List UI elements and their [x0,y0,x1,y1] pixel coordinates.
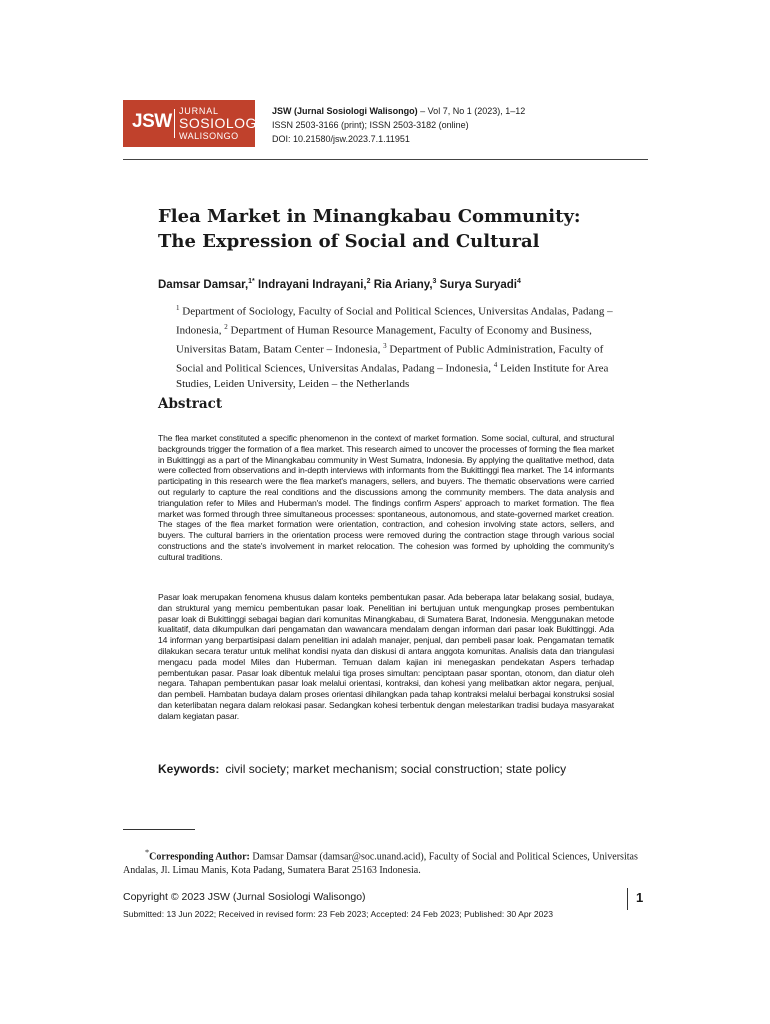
footnote-rule [123,829,195,830]
affil-text: Department of Public Administration, Faculty of Social and Political Sciences, Universitas Andalas, Padang – Indonesia, [176,343,604,375]
affil-mark: 2 [224,322,228,331]
page-number-divider [627,888,628,910]
affil-mark: 4 [493,360,498,369]
affil-text: Department of Sociology, Faculty of Social and Political Sciences, Universitas Andalas, Padang – Indonesia, [176,305,613,337]
footnote-mark: * [145,848,150,857]
publication-dates: Submitted: 13 Jun 2022; Received in revised form: 23 Feb 2023; Accepted: 24 Feb 2023; Published: 30 Apr 2023 [123,909,553,919]
logo-line3: WALISONGO [179,131,239,141]
affil-mark: 3 [383,341,387,350]
footnote-body: Damsar Damsar (damsar@soc.unand.acid), Faculty of Social and Political Sciences, Universitas Andalas, Jl. Limau Manis, Kota Padang, Sumatera Barat 25163 Indonesia. [123,851,638,877]
corresponding-author-footnote [123,846,648,878]
abstract-heading: Abstract [158,396,223,412]
affil-text: Department of Human Resource Management, Faculty of Economy and Business, Universitas Batam, Batam Center – Indonesia, [176,324,592,356]
logo-divider [174,109,175,138]
author-affil-mark: 3 [432,278,437,285]
paper-title [158,204,638,254]
abstract-indonesian: Pasar loak merupakan fenomena khusus dalam konteks pembentukan pasar. Ada beberapa latar belakang sosial, budaya, dan struktural yang memicu pembentukan pasar loak. Penelitian ini bertujuan untuk mengungkap proses pembentukan pasar loak di Bukittinggi sebagai bagian dari komunitas Minangkabau, di Sumatera Barat, Indonesia. Menggunakan metode kualitatif, data dikumpulkan dari pengamatan dan wawancara mendalam dengan informan dari pasar loak Bukittinggi. Ada 14 informan yang berpartisipasi dalam penelitian ini adalah manajer, penjual, dan pembeli pasar loak. Pengamatan tematik dilakukan secara teratur untuk melihat kondisi nyata dan diskusi di antara anggota komunitas. Analisis data dan triangulasi mengacu pada model Miles dan Huberman. Temuan dalam kajian ini menegaskan pendekatan Aspers terhadap pembentukan pasar. Pasar loak dibentuk melalui tiga proses simultan: penciptaan pasar spontan, otonom, dan diatur oleh negara. Tahapan pembentukan pasar loak melalui orientasi, kontraksi, dan kohesi yang melibatkan aktor negara, penjual, dan pembeli. Hambatan budaya dalam proses orientasi dihilangkan pada tahap kontraksi melalui berbagai konstruksi sosial dan keterlibatan negara dalam relokasi pasar. Sedangkan kohesi terbentuk dengan melestarikan tradisi budaya masyarakat dalam kegiatan pasar. [158,592,614,721]
logo-line2: SOSIOLOGI [179,115,262,131]
journal-logo [123,100,262,147]
footnote-label: Corresponding Author: [149,851,250,863]
keywords [158,762,566,776]
logo-jsw-text: JSW [132,111,172,132]
logo-line1: JURNAL [179,106,219,116]
title-line-2: The Expression of Social and Cultural [158,231,540,252]
author-name: Damsar Damsar, [158,278,249,291]
journal-info [272,104,525,146]
title-line-1: Flea Market in Minangkabau Community: [158,206,581,227]
journal-name: JSW (Jurnal Sosiologi Walisongo) [272,106,418,116]
copyright: Copyright © 2023 JSW (Jurnal Sosiologi Walisongo) [123,891,366,903]
abstract-english: The flea market constituted a specific phenomenon in the context of market formation. Some social, cultural, and structural backgrounds trigger the formation of a flea market. This research aimed to uncover the processes of forming the flea market in Bukittinggi as a part of the Minangkabau community in West Sumatra, Indonesia. By applying the qualitative method, data were collected from observations and in-depth interviews with informants from the Bukittinggi flea market. The 14 informants participating in this research were the flea market's managers, sellers, and buyers. The thematic observations were carried out regularly to capture the real conditions and the discussions among the community members. The data analysis and triangulation refer to Miles and Huberman's model. The findings confirm Aspers' approach to market formation. The flea market was formed through three simultaneous processes: spontaneous, autonomous, and state-governed market creation. The stages of the flea market formation were orientation, contraction, and cohesion involving state actors, sellers, and buyers. The cultural barriers in the orientation process were removed during the contraction stage through various social constructions and the state's involvement in market relocation. The cohesion was formed by upholding the community's cultural traditions. [158,433,614,562]
author-affil-mark: 4 [516,278,521,285]
author-name: Ria Ariany, [370,278,433,291]
affil-text: Leiden Institute for Area Studies, Leiden University, Leiden – the Netherlands [176,362,609,390]
author-name: Surya Suryadi [436,278,517,291]
journal-citation [272,104,525,118]
affiliations [176,301,616,392]
author-name: Indrayani Indrayani, [254,278,367,291]
journal-volume: – Vol 7, No 1 (2023), 1–12 [417,106,526,116]
footnote-text [123,846,648,878]
keywords-list: civil society; market mechanism; social construction; state policy [225,762,567,776]
header-rule [123,159,648,160]
journal-doi[interactable]: DOI: 10.21580/jsw.2023.7.1.11951 [272,134,410,144]
affil-mark: 1 [176,304,180,312]
page-number: 1 [636,890,644,905]
author-list [158,278,521,291]
keywords-label: Keywords: [158,762,220,776]
author-affil-mark: 1* [248,278,255,285]
journal-issn: ISSN 2503-3166 (print); ISSN 2503-3182 (online) [272,120,469,130]
author-affil-mark: 2 [366,278,371,285]
